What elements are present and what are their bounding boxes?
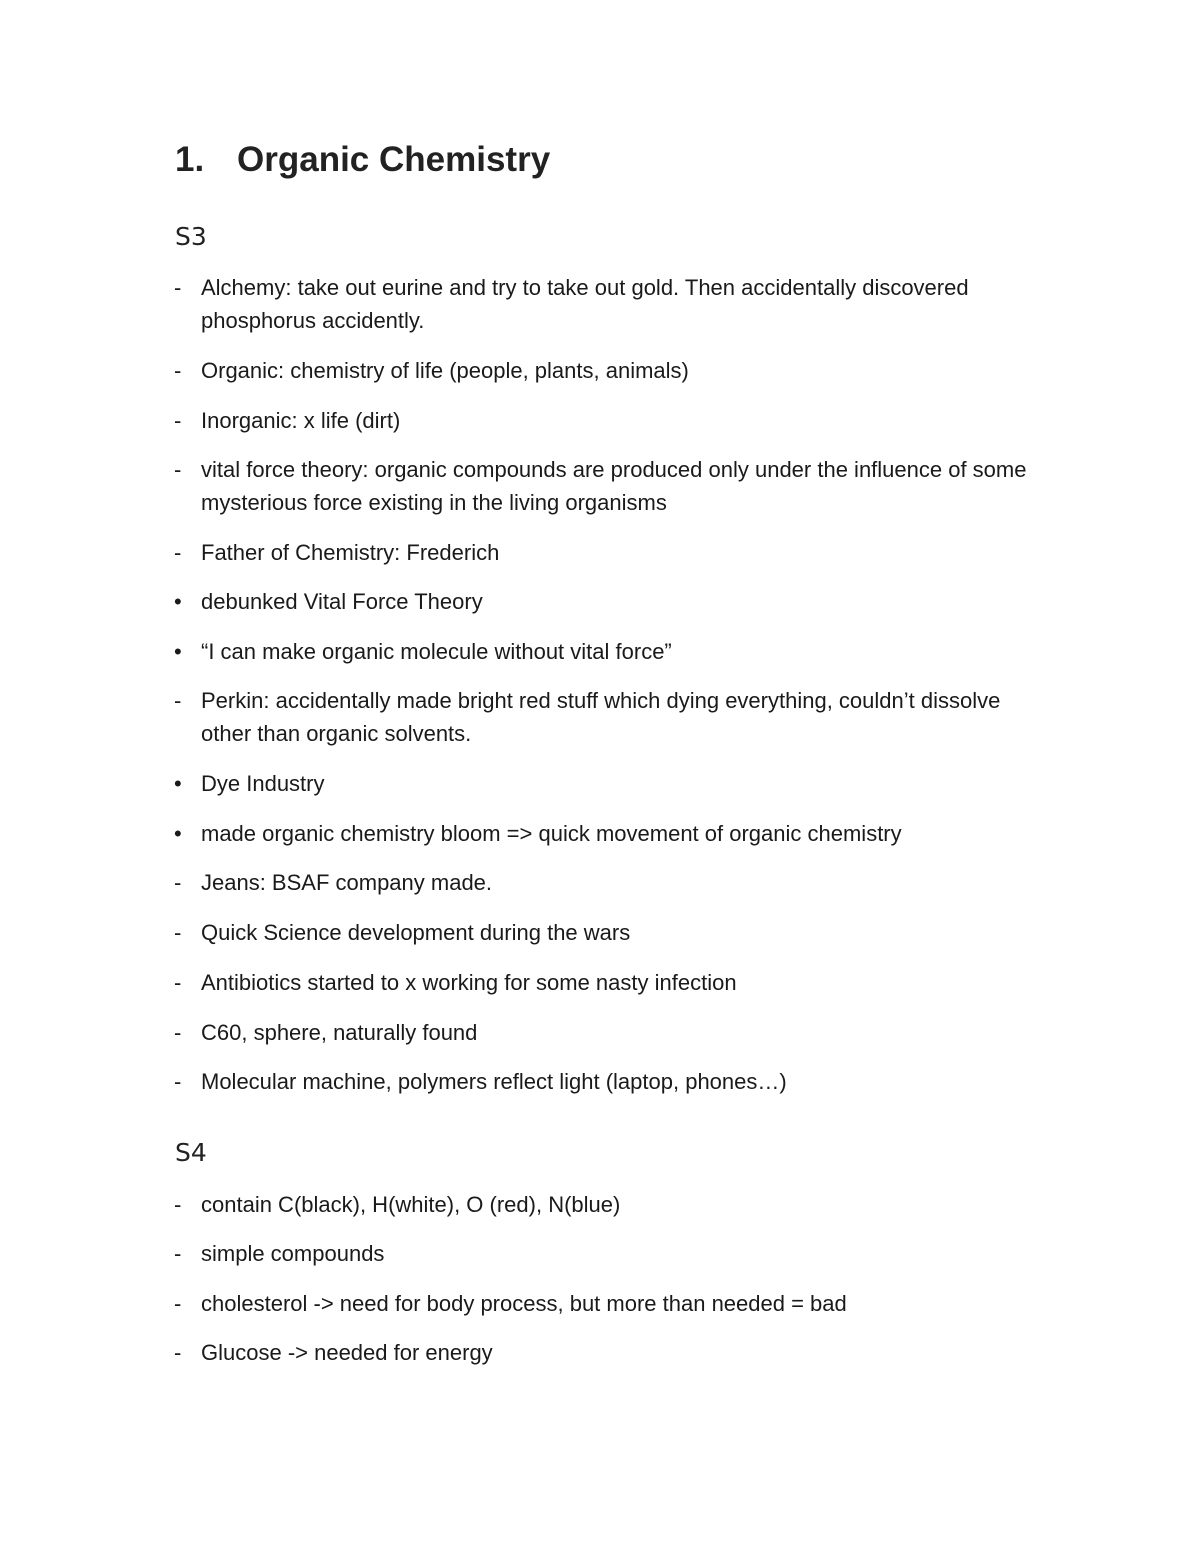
list-item-text: cholesterol -> need for body process, but more than needed = bad: [201, 1291, 847, 1316]
list-item: [174, 1065, 1034, 1098]
list-item-text: Quick Science development during the wars: [201, 920, 631, 945]
list-marker: -: [174, 1241, 182, 1266]
list-item-text: Father of Chemistry: Frederich: [201, 540, 500, 565]
list-item: [174, 354, 1034, 387]
list-item: [174, 635, 1034, 668]
list-item: [174, 916, 1034, 949]
list-item: [174, 1287, 1034, 1320]
list-item-text: Glucose -> needed for energy: [201, 1340, 493, 1365]
list-marker: -: [174, 920, 182, 945]
list-item: [174, 684, 1034, 750]
list-item-text: vital force theory: organic compounds are produced only under the influence of some mysterious force existing in the living organisms: [201, 457, 1027, 515]
list-marker: •: [174, 589, 182, 614]
list-item: [174, 453, 1034, 519]
list-item-text: debunked Vital Force Theory: [201, 589, 483, 614]
list-item: [174, 1237, 1034, 1270]
list-marker: -: [174, 970, 182, 995]
list-item: [174, 585, 1034, 618]
list-item-text: Dye Industry: [201, 771, 325, 796]
list-marker: -: [174, 275, 182, 300]
page-title: [175, 140, 550, 180]
list-item: [174, 536, 1034, 569]
list-marker: •: [174, 639, 182, 664]
title-number: 1.: [175, 140, 205, 179]
list-item: [174, 404, 1034, 437]
list-marker: -: [174, 540, 182, 565]
list-item-text: Perkin: accidentally made bright red stuff which dying everything, couldn’t dissolve other than organic solvents.: [201, 688, 1001, 746]
list-marker: •: [174, 771, 182, 796]
list-marker: -: [174, 457, 182, 482]
list-item-text: “I can make organic molecule without vital force”: [201, 639, 672, 664]
list-item-text: Alchemy: take out eurine and try to take out gold. Then accidentally discovered phosphorus accidently.: [201, 275, 969, 333]
list-item: [174, 767, 1034, 800]
list-item: [174, 1016, 1034, 1049]
list-marker: -: [174, 1291, 182, 1316]
list-item-text: contain C(black), H(white), O (red), N(blue): [201, 1192, 621, 1217]
title-text: Organic Chemistry: [237, 140, 551, 179]
list-marker: -: [174, 1020, 182, 1045]
list-item: [174, 817, 1034, 850]
list-item: [174, 866, 1034, 899]
list-marker: -: [174, 1340, 182, 1365]
list-item-text: Organic: chemistry of life (people, plants, animals): [201, 358, 689, 383]
list-item-text: C60, sphere, naturally found: [201, 1020, 478, 1045]
list-item-text: Antibiotics started to x working for some nasty infection: [201, 970, 737, 995]
list-marker: -: [174, 1069, 182, 1094]
list-marker: -: [174, 870, 182, 895]
section-heading-s4: S4: [175, 1138, 207, 1167]
section-heading-s3: S3: [175, 222, 207, 251]
list-item: [174, 1188, 1034, 1221]
list-item-text: Molecular machine, polymers reflect light (laptop, phones…): [201, 1069, 787, 1094]
list-marker: -: [174, 1192, 182, 1217]
list-item-text: made organic chemistry bloom => quick movement of organic chemistry: [201, 821, 902, 846]
list-item-text: simple compounds: [201, 1241, 385, 1266]
list-marker: -: [174, 688, 182, 713]
list-item: [174, 966, 1034, 999]
list-item: [174, 271, 1034, 337]
list-item-text: Jeans: BSAF company made.: [201, 870, 493, 895]
list-item: [174, 1336, 1034, 1369]
list-marker: •: [174, 821, 182, 846]
list-marker: -: [174, 408, 182, 433]
list-marker: -: [174, 358, 182, 383]
list-item-text: Inorganic: x life (dirt): [201, 408, 401, 433]
